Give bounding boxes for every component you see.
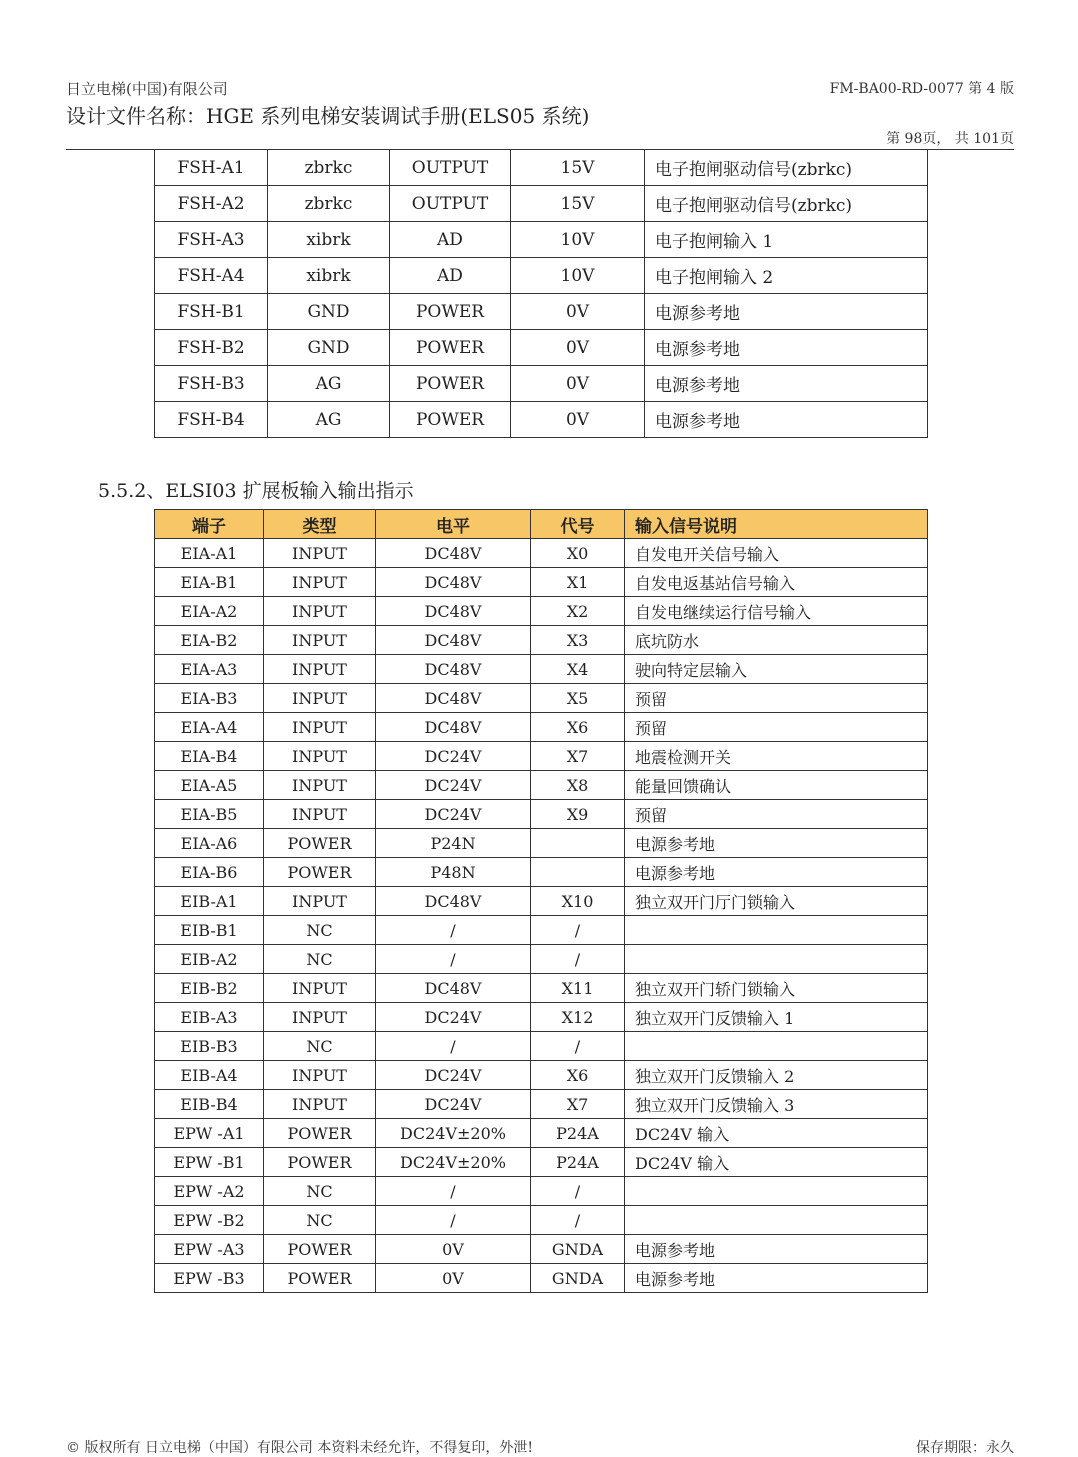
header-description: 输入信号说明	[625, 510, 928, 539]
terminal-cell: EIA-B5	[155, 800, 264, 829]
type-cell: POWER	[264, 829, 376, 858]
code-cell: X6	[531, 713, 625, 742]
level-cell: DC24V	[376, 1003, 531, 1032]
code-cell: /	[531, 916, 625, 945]
description-cell: 电子抱闸驱动信号(zbrkc)	[645, 186, 928, 222]
type-cell: NC	[264, 916, 376, 945]
description-cell: 能量回馈确认	[625, 771, 928, 800]
terminal-cell: FSH-B1	[155, 294, 268, 330]
level-cell: POWER	[390, 294, 511, 330]
table-row	[155, 1206, 928, 1235]
type-cell: AG	[268, 366, 390, 402]
level-cell: OUTPUT	[390, 150, 511, 186]
code-cell: X3	[531, 626, 625, 655]
code-cell: 0V	[511, 330, 645, 366]
description-cell: 电源参考地	[625, 829, 928, 858]
page-number: 第 98页， 共 101页	[886, 131, 1014, 147]
terminal-cell: EIA-B4	[155, 742, 264, 771]
level-cell: DC24V	[376, 800, 531, 829]
type-cell: POWER	[264, 1264, 376, 1293]
terminal-cell: FSH-A4	[155, 258, 268, 294]
fsh-terminal-table	[154, 149, 928, 438]
table-row	[155, 742, 928, 771]
type-cell: NC	[264, 945, 376, 974]
terminal-cell: FSH-B4	[155, 402, 268, 438]
type-cell: POWER	[264, 858, 376, 887]
code-cell: X4	[531, 655, 625, 684]
table-row	[155, 684, 928, 713]
code-cell: X1	[531, 568, 625, 597]
level-cell: DC24V	[376, 1090, 531, 1119]
terminal-cell: EIB-A3	[155, 1003, 264, 1032]
terminal-cell: EIA-A2	[155, 597, 264, 626]
level-cell: AD	[390, 222, 511, 258]
terminal-cell: EPW -B1	[155, 1148, 264, 1177]
table-row	[155, 858, 928, 887]
terminal-cell: EIA-B2	[155, 626, 264, 655]
code-cell: /	[531, 945, 625, 974]
description-cell	[625, 1177, 928, 1206]
level-cell: DC24V±20%	[376, 1119, 531, 1148]
code-cell: X8	[531, 771, 625, 800]
code-cell: X12	[531, 1003, 625, 1032]
level-cell: POWER	[390, 402, 511, 438]
table-row	[155, 829, 928, 858]
terminal-cell: EPW -A3	[155, 1235, 264, 1264]
type-cell: INPUT	[264, 1090, 376, 1119]
description-cell: DC24V 输入	[625, 1148, 928, 1177]
type-cell: xibrk	[268, 222, 390, 258]
retention-period: 保存期限：永久	[916, 1440, 1014, 1456]
code-cell: GNDA	[531, 1235, 625, 1264]
header-level: 电平	[376, 510, 531, 539]
level-cell: P24N	[376, 829, 531, 858]
level-cell: /	[376, 1032, 531, 1061]
description-cell: 自发电开关信号输入	[625, 539, 928, 568]
description-cell	[625, 916, 928, 945]
description-cell: 电子抱闸输入 2	[645, 258, 928, 294]
description-cell: 独立双开门轿门锁输入	[625, 974, 928, 1003]
code-cell: /	[531, 1032, 625, 1061]
level-cell: /	[376, 1206, 531, 1235]
table-row	[155, 1177, 928, 1206]
table-row	[155, 1003, 928, 1032]
description-cell: 自发电继续运行信号输入	[625, 597, 928, 626]
code-cell: 15V	[511, 186, 645, 222]
terminal-cell: FSH-A3	[155, 222, 268, 258]
terminal-cell: EIA-B6	[155, 858, 264, 887]
document-title: 设计文件名称：HGE 系列电梯安装调试手册(ELS05 系统)	[66, 104, 590, 128]
table-row	[155, 1264, 928, 1293]
code-cell: 10V	[511, 222, 645, 258]
code-cell: 0V	[511, 366, 645, 402]
type-cell: INPUT	[264, 539, 376, 568]
level-cell: DC24V	[376, 771, 531, 800]
level-cell: DC48V	[376, 684, 531, 713]
level-cell: DC48V	[376, 974, 531, 1003]
description-cell: 地震检测开关	[625, 742, 928, 771]
elsi03-io-table	[154, 509, 928, 1293]
type-cell: NC	[264, 1032, 376, 1061]
type-cell: INPUT	[264, 713, 376, 742]
code-cell: 0V	[511, 402, 645, 438]
table-row	[155, 150, 928, 186]
copyright-notice: © 版权所有 日立电梯（中国）有限公司 本资料未经允许，不得复印，外泄!	[66, 1440, 533, 1456]
description-cell: DC24V 输入	[625, 1119, 928, 1148]
table-row	[155, 1061, 928, 1090]
type-cell: xibrk	[268, 258, 390, 294]
table-row	[155, 258, 928, 294]
description-cell: 预留	[625, 713, 928, 742]
description-cell	[625, 1206, 928, 1235]
table-header-row	[155, 510, 928, 539]
description-cell: 电子抱闸驱动信号(zbrkc)	[645, 150, 928, 186]
terminal-cell: FSH-A2	[155, 186, 268, 222]
type-cell: INPUT	[264, 974, 376, 1003]
description-cell: 电源参考地	[625, 858, 928, 887]
terminal-cell: FSH-B2	[155, 330, 268, 366]
description-cell: 电源参考地	[625, 1235, 928, 1264]
table-row	[155, 887, 928, 916]
terminal-cell: EPW -B2	[155, 1206, 264, 1235]
level-cell: DC48V	[376, 539, 531, 568]
code-cell: 15V	[511, 150, 645, 186]
table-row	[155, 1090, 928, 1119]
terminal-cell: EPW -A1	[155, 1119, 264, 1148]
level-cell: DC24V±20%	[376, 1148, 531, 1177]
type-cell: INPUT	[264, 800, 376, 829]
level-cell: POWER	[390, 330, 511, 366]
table-row	[155, 1235, 928, 1264]
type-cell: INPUT	[264, 1003, 376, 1032]
description-cell: 独立双开门厅门锁输入	[625, 887, 928, 916]
level-cell: DC24V	[376, 1061, 531, 1090]
type-cell: POWER	[264, 1235, 376, 1264]
terminal-cell: EIA-A1	[155, 539, 264, 568]
terminal-cell: EIA-A4	[155, 713, 264, 742]
table-row	[155, 945, 928, 974]
code-cell: 0V	[511, 294, 645, 330]
terminal-cell: EIB-B1	[155, 916, 264, 945]
type-cell: GND	[268, 330, 390, 366]
table-row	[155, 655, 928, 684]
terminal-cell: EIA-B3	[155, 684, 264, 713]
type-cell: AG	[268, 402, 390, 438]
terminal-cell: EIB-B4	[155, 1090, 264, 1119]
type-cell: INPUT	[264, 597, 376, 626]
table-row	[155, 974, 928, 1003]
code-cell: X6	[531, 1061, 625, 1090]
table-row	[155, 916, 928, 945]
description-cell: 电源参考地	[645, 402, 928, 438]
table-row	[155, 626, 928, 655]
level-cell: P48N	[376, 858, 531, 887]
level-cell: 0V	[376, 1264, 531, 1293]
type-cell: zbrkc	[268, 186, 390, 222]
type-cell: INPUT	[264, 887, 376, 916]
terminal-cell: EIB-A2	[155, 945, 264, 974]
header-terminal: 端子	[155, 510, 264, 539]
code-cell: X10	[531, 887, 625, 916]
description-cell: 预留	[625, 684, 928, 713]
level-cell: DC24V	[376, 742, 531, 771]
code-cell: P24A	[531, 1148, 625, 1177]
description-cell: 驶向特定层输入	[625, 655, 928, 684]
table-row	[155, 186, 928, 222]
terminal-cell: EIA-A6	[155, 829, 264, 858]
description-cell: 电源参考地	[645, 330, 928, 366]
level-cell: OUTPUT	[390, 186, 511, 222]
code-cell: X5	[531, 684, 625, 713]
code-cell: /	[531, 1206, 625, 1235]
description-cell: 电源参考地	[645, 366, 928, 402]
table-row	[155, 597, 928, 626]
description-cell: 独立双开门反馈输入 3	[625, 1090, 928, 1119]
code-cell: X7	[531, 742, 625, 771]
level-cell: /	[376, 916, 531, 945]
level-cell: DC48V	[376, 597, 531, 626]
type-cell: INPUT	[264, 655, 376, 684]
terminal-cell: EIA-A5	[155, 771, 264, 800]
section-title: 5.5.2、ELSI03 扩展板输入输出指示	[98, 480, 414, 502]
table-row	[155, 294, 928, 330]
level-cell: DC48V	[376, 655, 531, 684]
level-cell: /	[376, 945, 531, 974]
code-cell: X11	[531, 974, 625, 1003]
code-cell: /	[531, 1177, 625, 1206]
description-cell: 预留	[625, 800, 928, 829]
code-cell: X2	[531, 597, 625, 626]
table-row	[155, 222, 928, 258]
level-cell: DC48V	[376, 713, 531, 742]
terminal-cell: EIB-A4	[155, 1061, 264, 1090]
code-cell	[531, 858, 625, 887]
type-cell: NC	[264, 1206, 376, 1235]
table-row	[155, 366, 928, 402]
company-name: 日立电梯(中国)有限公司	[66, 80, 228, 98]
level-cell: /	[376, 1177, 531, 1206]
table-row	[155, 568, 928, 597]
code-cell: P24A	[531, 1119, 625, 1148]
description-cell: 独立双开门反馈输入 1	[625, 1003, 928, 1032]
description-cell: 底坑防水	[625, 626, 928, 655]
type-cell: INPUT	[264, 771, 376, 800]
type-cell: NC	[264, 1177, 376, 1206]
table-row	[155, 330, 928, 366]
type-cell: INPUT	[264, 742, 376, 771]
code-cell: GNDA	[531, 1264, 625, 1293]
type-cell: INPUT	[264, 568, 376, 597]
level-cell: AD	[390, 258, 511, 294]
description-cell	[625, 945, 928, 974]
code-cell: X9	[531, 800, 625, 829]
table-row	[155, 771, 928, 800]
table-row	[155, 1032, 928, 1061]
level-cell: DC48V	[376, 568, 531, 597]
description-cell: 独立双开门反馈输入 2	[625, 1061, 928, 1090]
terminal-cell: FSH-B3	[155, 366, 268, 402]
terminal-cell: EPW -B3	[155, 1264, 264, 1293]
table-row	[155, 539, 928, 568]
terminal-cell: EPW -A2	[155, 1177, 264, 1206]
code-cell: X0	[531, 539, 625, 568]
type-cell: zbrkc	[268, 150, 390, 186]
type-cell: POWER	[264, 1148, 376, 1177]
terminal-cell: EIA-B1	[155, 568, 264, 597]
level-cell: 0V	[376, 1235, 531, 1264]
type-cell: INPUT	[264, 684, 376, 713]
terminal-cell: EIB-B3	[155, 1032, 264, 1061]
level-cell: POWER	[390, 366, 511, 402]
description-cell	[625, 1032, 928, 1061]
description-cell: 自发电返基站信号输入	[625, 568, 928, 597]
table-row	[155, 713, 928, 742]
table-row	[155, 1148, 928, 1177]
table-row	[155, 800, 928, 829]
document-code: FM-BA00-RD-0077 第 4 版	[829, 81, 1014, 97]
terminal-cell: EIB-B2	[155, 974, 264, 1003]
level-cell: DC48V	[376, 626, 531, 655]
code-cell	[531, 829, 625, 858]
terminal-cell: FSH-A1	[155, 150, 268, 186]
description-cell: 电源参考地	[625, 1264, 928, 1293]
terminal-cell: EIB-A1	[155, 887, 264, 916]
table-row	[155, 402, 928, 438]
type-cell: INPUT	[264, 1061, 376, 1090]
terminal-cell: EIA-A3	[155, 655, 264, 684]
type-cell: POWER	[264, 1119, 376, 1148]
code-cell: X7	[531, 1090, 625, 1119]
description-cell: 电源参考地	[645, 294, 928, 330]
code-cell: 10V	[511, 258, 645, 294]
table-row	[155, 1119, 928, 1148]
header-code: 代号	[531, 510, 625, 539]
type-cell: INPUT	[264, 626, 376, 655]
header-type: 类型	[264, 510, 376, 539]
description-cell: 电子抱闸输入 1	[645, 222, 928, 258]
level-cell: DC48V	[376, 887, 531, 916]
type-cell: GND	[268, 294, 390, 330]
